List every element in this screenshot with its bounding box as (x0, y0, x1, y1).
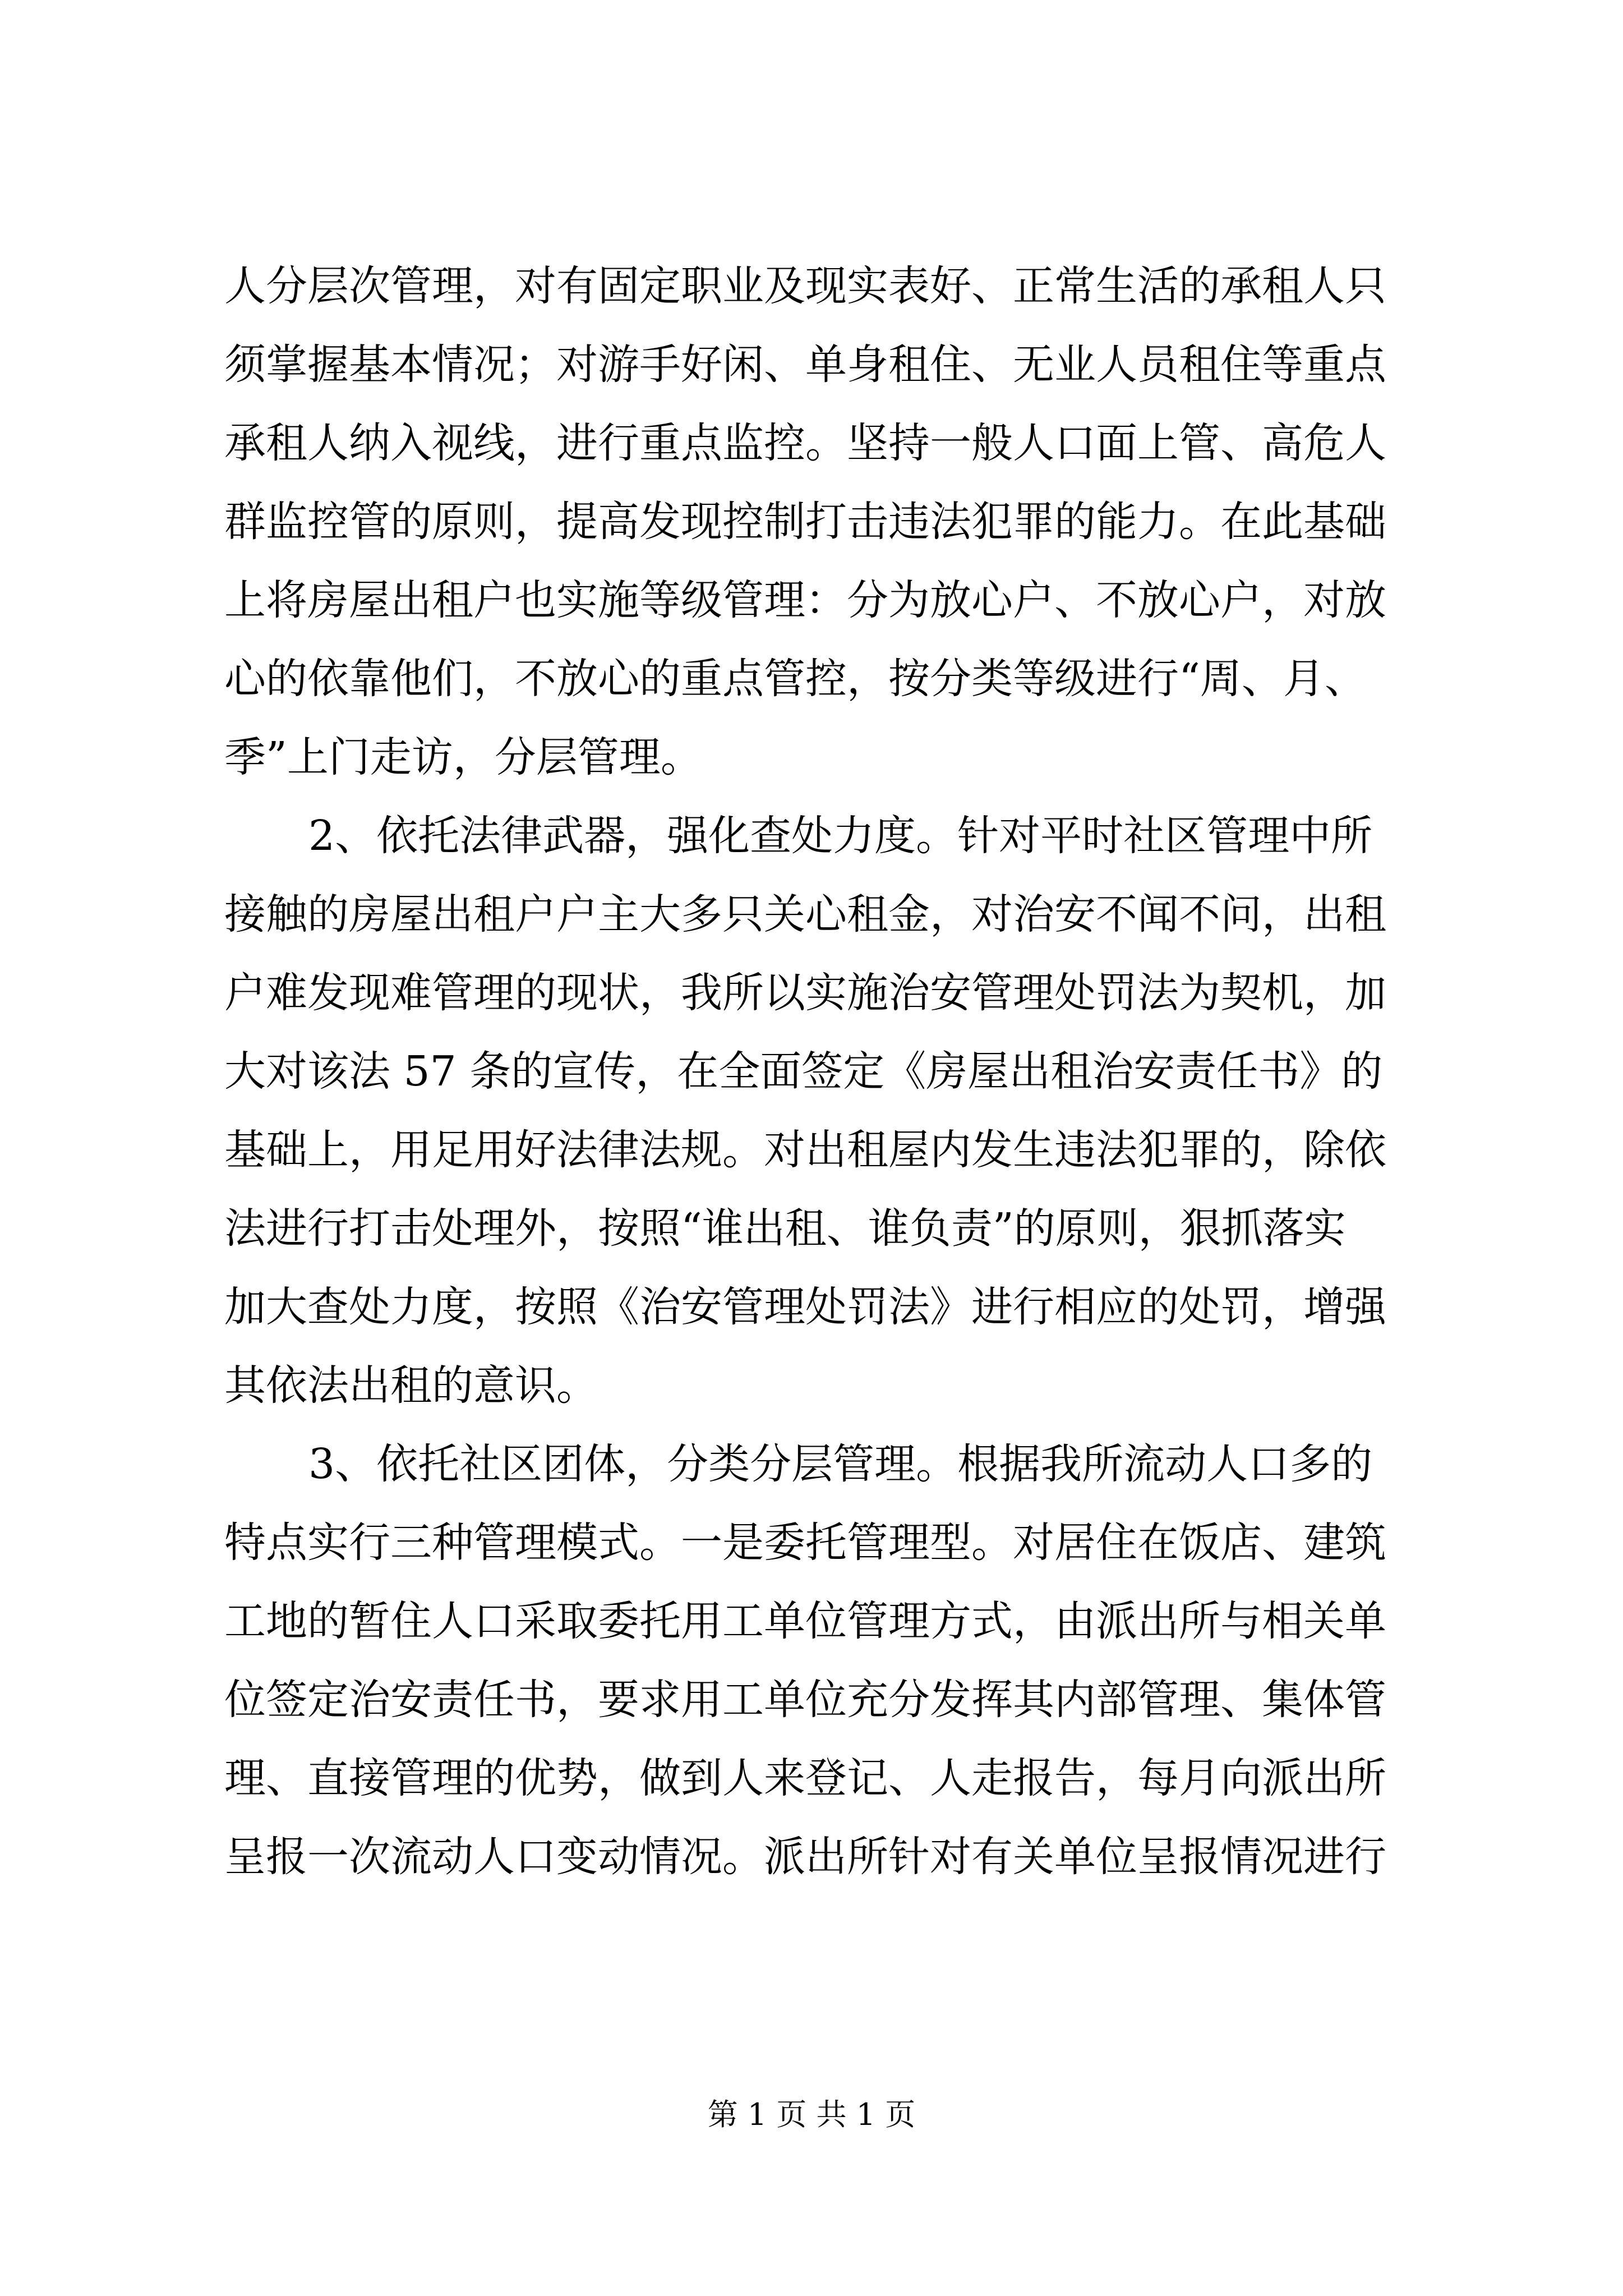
text-line: 心的依靠他们，不放心的重点管控，按分类等级进行“周、月、 (224, 655, 1366, 703)
text-line: 工地的暂住人口采取委托用工单位管理方式，由派出所与相关单 (224, 1597, 1386, 1645)
text-line: 呈报一次流动人口变动情况。派出所针对有关单位呈报情况进行 (224, 1833, 1386, 1881)
text-line: 基础上，用足用好法律法规。对出租屋内发生违法犯罪的，除依 (224, 1126, 1386, 1174)
text-line: 加大查处力度，按照《治安管理处罚法》进行相应的处罚，增强 (224, 1283, 1386, 1331)
text-line: 上将房屋出租户也实施等级管理：分为放心户、不放心户，对放 (224, 576, 1386, 624)
text-line: 接触的房屋出租户户主大多只关心租金，对治安不闻不问，出租 (224, 890, 1386, 938)
text-line: 理、直接管理的优势，做到人来登记、人走报告，每月向派出所 (224, 1754, 1386, 1802)
text-line: 其依法出租的意识。 (224, 1361, 598, 1410)
text-line: 承租人纳入视线，进行重点监控。坚持一般人口面上管、高危人 (224, 419, 1386, 467)
text-line: 须掌握基本情况；对游手好闲、单身租住、无业人员租住等重点 (224, 341, 1386, 389)
text-line: 法进行打击处理外，按照“谁出租、谁负责”的原则，狠抓落实 (224, 1204, 1346, 1253)
page-footer: 第 1 页 共 1 页 (707, 2097, 916, 2132)
text-line: 大对该法 57 条的宣传，在全面签定《房屋出租治安责任书》的 (224, 1047, 1383, 1096)
text-line: 人分层次管理，对有固定职业及现实表好、正常生活的承租人只 (224, 262, 1386, 310)
body-text (224, 247, 1430, 1896)
paragraph-start-line: 3、依托社区团体，分类分层管理。根据我所流动人口多的 (308, 1440, 1373, 1488)
text-line: 户难发现难管理的现状，我所以实施治安管理处罚法为契机，加 (224, 969, 1386, 1017)
paragraph-start-line: 2、依托法律武器，强化查处力度。针对平时社区管理中所 (308, 812, 1373, 860)
text-line: 特点实行三种管理模式。一是委托管理型。对居住在饭店、建筑 (224, 1519, 1386, 1567)
text-line: 位签定治安责任书，要求用工单位充分发挥其内部管理、集体管 (224, 1676, 1386, 1724)
text-line: 季”上门走访，分层管理。 (224, 733, 702, 781)
text-line: 群监控管的原则，提高发现控制打击违法犯罪的能力。在此基础 (224, 498, 1386, 546)
